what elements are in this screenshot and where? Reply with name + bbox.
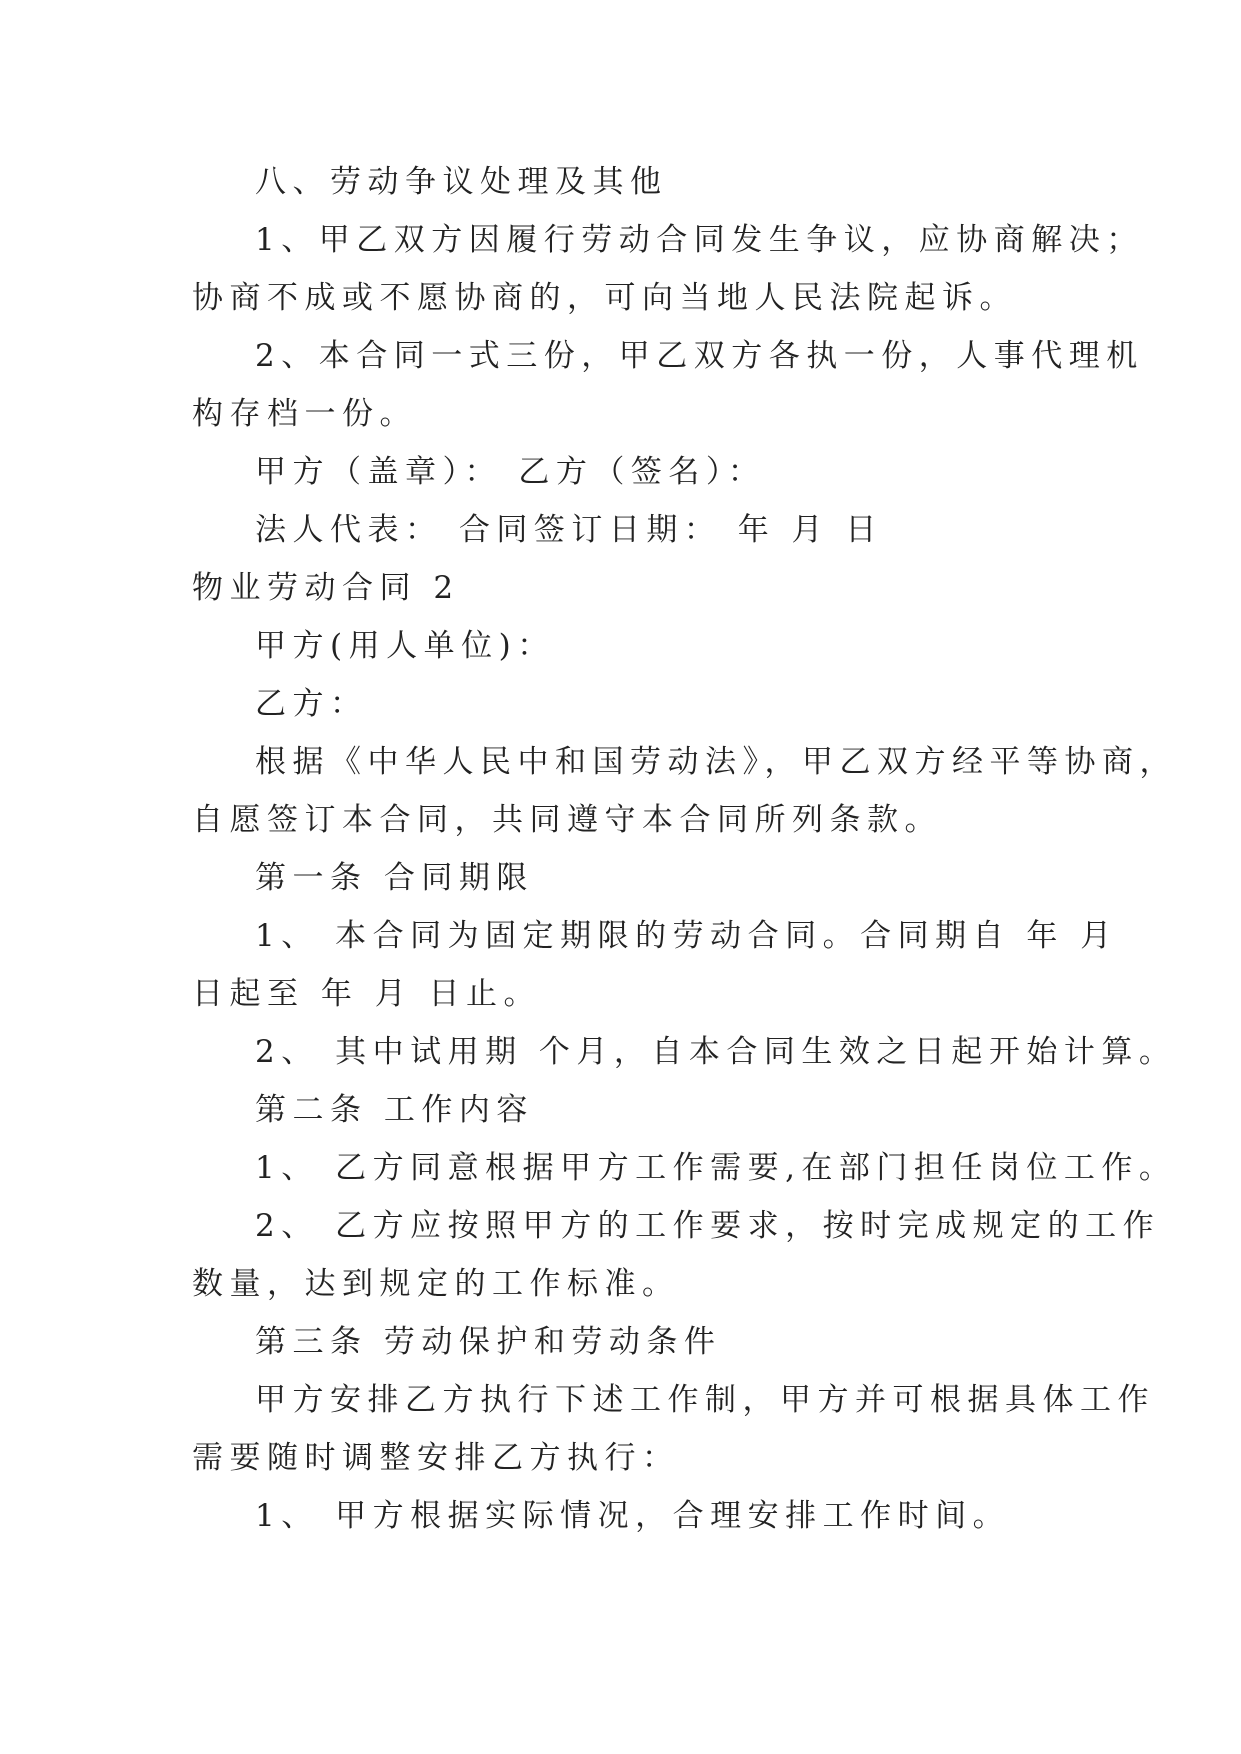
paragraph-line: 2、 乙方应按照甲方的工作要求，按时完成规定的工作 [255,1208,1161,1244]
article-heading-work: 第二条 工作内容 [255,1092,534,1128]
article-heading-term: 第一条 合同期限 [255,860,534,896]
article-heading-protection: 第三条 劳动保护和劳动条件 [255,1324,722,1360]
document-title: 物业劳动合同 2 [192,570,460,606]
party-b-label: 乙方： [255,686,368,722]
paragraph-line: 需要随时调整安排乙方执行： [192,1440,680,1476]
paragraph-line: 日起至 年 月 日止。 [192,976,542,1012]
paragraph-line: 协商不成或不愿协商的，可向当地人民法院起诉。 [192,280,1017,316]
paragraph-line: 自愿签订本合同，共同遵守本合同所列条款。 [192,802,942,838]
paragraph-line: 1、 乙方同意根据甲方工作需要,在部门担任岗位工作。 [255,1150,1177,1186]
paragraph-line: 数量，达到规定的工作标准。 [192,1266,680,1302]
party-a-label: 甲方(用人单位)： [255,628,555,664]
paragraph-line: 1、甲乙双方因履行劳动合同发生争议，应协商解决； [255,222,1144,258]
paragraph-line: 1、 甲方根据实际情况，合理安排工作时间。 [255,1498,1011,1534]
paragraph-line: 甲方安排乙方执行下述工作制，甲方并可根据具体工作 [255,1382,1155,1418]
paragraph-line: 根据《中华人民中和国劳动法》，甲乙双方经平等协商， [255,744,1177,780]
paragraph-line: 2、本合同一式三份，甲乙双方各执一份，人事代理机 [255,338,1144,374]
signature-line-parties: 甲方（盖章）： 乙方（签名）： [255,454,766,490]
paragraph-line: 1、 本合同为固定期限的劳动合同。合同期自 年 月 [255,918,1118,954]
section-heading-dispute: 八、劳动争议处理及其他 [255,164,668,200]
signature-line-date: 法人代表： 合同签订日期： 年 月 日 [255,512,883,548]
paragraph-line: 2、 其中试用期 个月，自本合同生效之日起开始计算。 [255,1034,1177,1070]
paragraph-line: 构存档一份。 [192,396,417,432]
